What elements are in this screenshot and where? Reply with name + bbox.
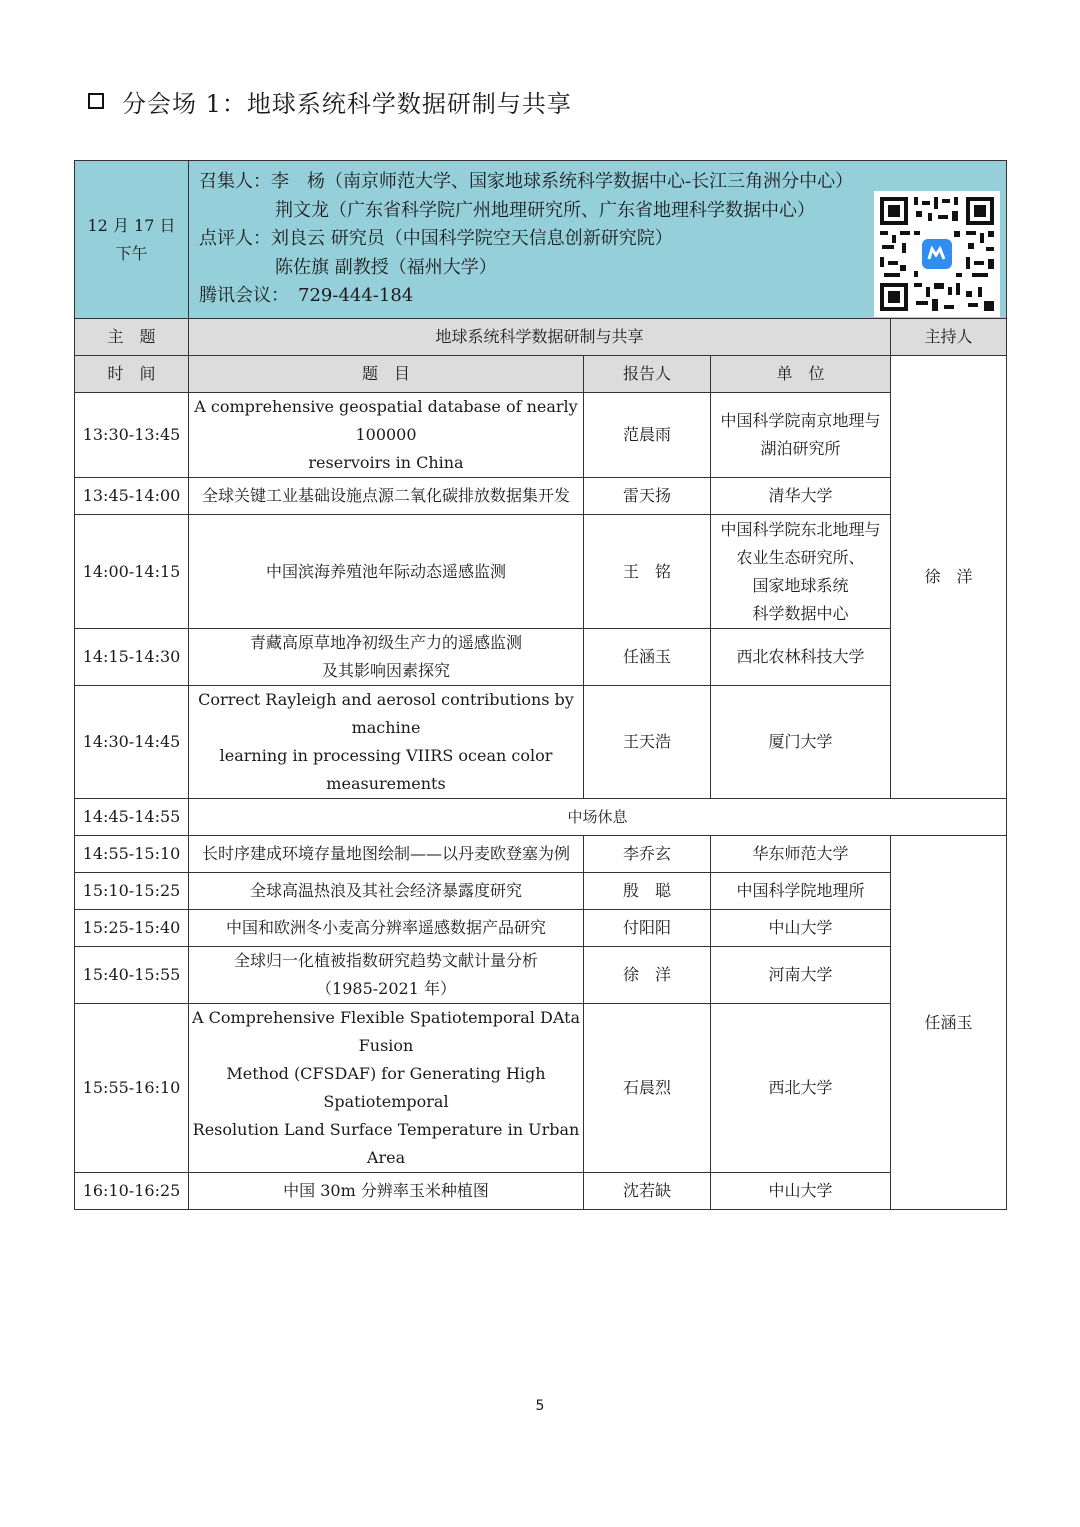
break-time: 14:45-14:55: [75, 799, 189, 836]
table-row: [75, 686, 1007, 799]
table-row: [75, 478, 1007, 515]
row-time: 16:10-16:25: [75, 1173, 189, 1210]
row-speaker: 雷天扬: [584, 478, 711, 515]
row-unit: 华东师范大学: [711, 836, 891, 873]
row-time: 15:10-15:25: [75, 873, 189, 910]
row-speaker: 范晨雨: [584, 393, 711, 478]
col-unit: 单 位: [711, 356, 891, 393]
section-heading: [88, 84, 572, 118]
row-title: 中国和欧洲冬小麦高分辨率遥感数据产品研究: [189, 910, 584, 947]
row-title: 中国 30m 分辨率玉米种植图: [189, 1173, 584, 1210]
col-speaker: 报告人: [584, 356, 711, 393]
row-title-line: A Comprehensive Flexible Spatiotemporal DAta Fusion: [191, 1008, 581, 1055]
row-title-line: Resolution Land Surface Temperature in Urban Area: [192, 1120, 580, 1167]
row-title-line: A comprehensive geospatial database of nearly 100000: [194, 397, 578, 444]
table-row: [75, 836, 1007, 873]
row-time: 13:45-14:00: [75, 478, 189, 515]
page-number: 5: [535, 1398, 545, 1414]
theme-label: 主 题: [75, 319, 189, 356]
row-title-line: learning in processing VIIRS ocean color measurements: [219, 746, 553, 793]
row-speaker: 徐 洋: [584, 947, 711, 1004]
row-title-line: Correct Rayleigh and aerosol contributions by machine: [198, 690, 574, 737]
table-row: [75, 515, 1007, 629]
row-unit-line: 农业生态研究所、: [736, 547, 865, 567]
row-speaker: 付阳阳: [584, 910, 711, 947]
row-unit-line: 科学数据中心: [752, 603, 849, 623]
row-title-line: reservoirs in China: [308, 453, 464, 472]
table-row: [75, 947, 1007, 1004]
session-date: 12 月 17 日: [87, 215, 176, 235]
table-row: [75, 629, 1007, 686]
row-unit: 中山大学: [711, 1173, 891, 1210]
meeting-id: 腾讯会议： 729-444-184: [199, 285, 414, 307]
host-label: 主持人: [891, 319, 1007, 356]
theme-row: [75, 319, 1007, 356]
row-unit: 中国科学院地理所: [711, 873, 891, 910]
row-unit: 西北大学: [711, 1004, 891, 1173]
column-header-row: [75, 356, 1007, 393]
row-speaker: 王天浩: [584, 686, 711, 799]
row-unit-line: 国家地球系统: [752, 575, 849, 595]
checkbox-bullet-icon: [88, 93, 104, 109]
row-title: 全球关键工业基础设施点源二氧化碳排放数据集开发: [189, 478, 584, 515]
row-title: [189, 393, 584, 478]
date-cell: [75, 161, 189, 319]
qr-code-graphic: [874, 191, 1000, 317]
reviewer-line-1: 点评人：刘良云 研究员（中国科学院空天信息创新研究院）: [199, 228, 673, 250]
row-unit: 清华大学: [711, 478, 891, 515]
row-title: [189, 947, 584, 1004]
section-title: 分会场 1：地球系统科学数据研制与共享: [122, 89, 572, 118]
row-title-line: Method (CFSDAF) for Generating High Spatiotemporal: [226, 1064, 546, 1111]
col-time: 时 间: [75, 356, 189, 393]
break-label: 中场休息: [189, 799, 1007, 836]
row-title: 中国滨海养殖池年际动态遥感监测: [189, 515, 584, 629]
row-speaker: 石晨烈: [584, 1004, 711, 1173]
convener-line-1: 召集人：李 杨（南京师范大学、国家地球系统科学数据中心-长江三角洲分中心）: [199, 171, 854, 193]
row-unit-line: 中国科学院南京地理与: [720, 411, 881, 430]
theme-value: 地球系统科学数据研制与共享: [189, 319, 891, 356]
row-speaker: 沈若缺: [584, 1173, 711, 1210]
row-unit: [711, 393, 891, 478]
row-time: 14:15-14:30: [75, 629, 189, 686]
row-time: 14:55-15:10: [75, 836, 189, 873]
row-title: [189, 1004, 584, 1173]
row-time: 15:25-15:40: [75, 910, 189, 947]
row-speaker: 任涵玉: [584, 629, 711, 686]
row-title-line: （1985-2021 年）: [316, 979, 456, 998]
host-session-1: 徐 洋: [891, 356, 1007, 799]
row-unit: 西北农林科技大学: [711, 629, 891, 686]
row-time: 14:30-14:45: [75, 686, 189, 799]
row-unit: 厦门大学: [711, 686, 891, 799]
reviewer-line-2: 陈佐旗 副教授（福州大学）: [275, 256, 497, 278]
qr-code-icon[interactable]: [874, 191, 1000, 317]
row-speaker: 李乔玄: [584, 836, 711, 873]
row-title-line: 及其影响因素探究: [321, 661, 450, 680]
schedule-table: [74, 160, 1007, 1210]
row-time: 15:40-15:55: [75, 947, 189, 1004]
row-title-line: 全球归一化植被指数研究趋势文献计量分析: [233, 951, 538, 970]
col-title: 题 目: [189, 356, 584, 393]
row-title: [189, 629, 584, 686]
host-session-2: 任涵玉: [891, 836, 1007, 1210]
row-unit: [711, 515, 891, 629]
info-cell: [189, 161, 1007, 319]
break-row: [75, 799, 1007, 836]
row-unit-line: 中国科学院东北地理与: [720, 519, 881, 539]
table-row: [75, 873, 1007, 910]
row-title-line: 青藏高原草地净初级生产力的遥感监测: [249, 633, 522, 652]
row-speaker: 王 铭: [584, 515, 711, 629]
row-speaker: 殷 聪: [584, 873, 711, 910]
row-time: 13:30-13:45: [75, 393, 189, 478]
row-unit: 河南大学: [711, 947, 891, 1004]
row-time: 14:00-14:15: [75, 515, 189, 629]
session-period: 下午: [115, 243, 148, 263]
table-row: [75, 393, 1007, 478]
row-unit: 中山大学: [711, 910, 891, 947]
table-row: [75, 1004, 1007, 1173]
row-title: 长时序建成环境存量地图绘制——以丹麦欧登塞为例: [189, 836, 584, 873]
row-unit-line: 湖泊研究所: [760, 439, 841, 458]
table-row: [75, 1173, 1007, 1210]
row-title: 全球高温热浪及其社会经济暴露度研究: [189, 873, 584, 910]
convener-line-2: 荆文龙（广东省科学院广州地理研究所、广东省地理科学数据中心）: [275, 199, 815, 221]
info-row: [75, 161, 1007, 319]
row-time: 15:55-16:10: [75, 1004, 189, 1173]
row-title: [189, 686, 584, 799]
table-row: [75, 910, 1007, 947]
